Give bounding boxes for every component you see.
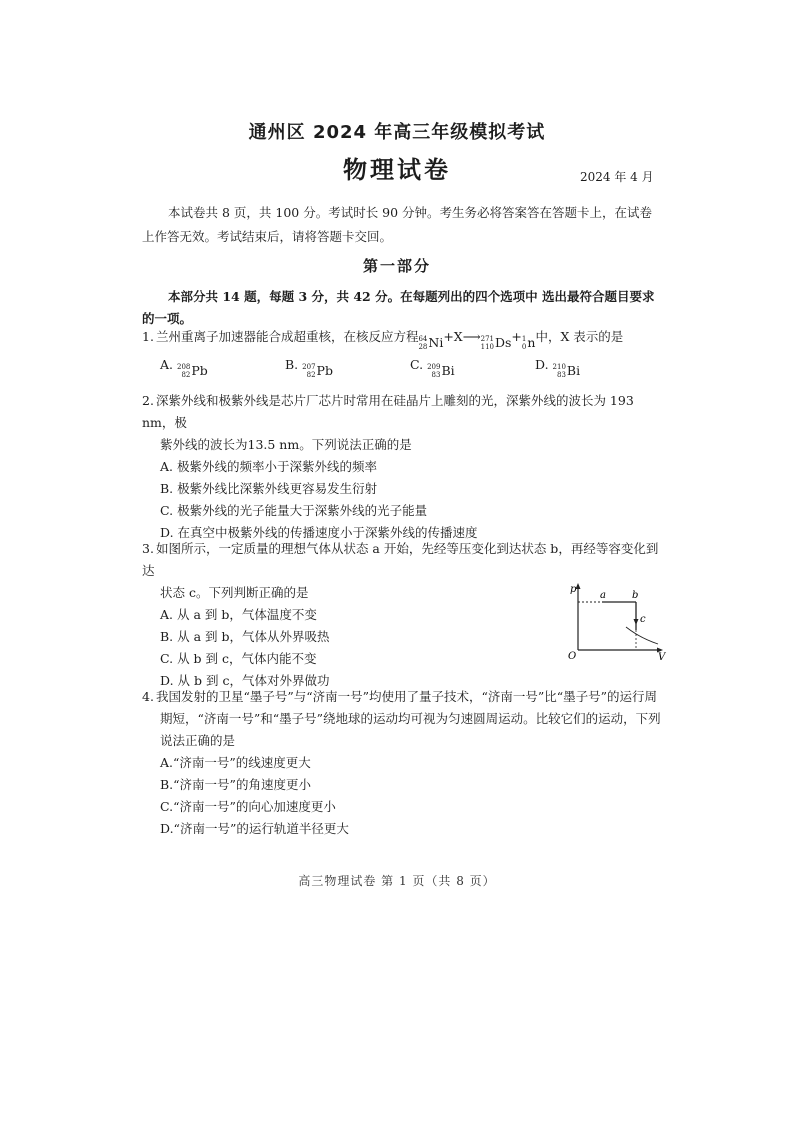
plus-sign: + xyxy=(511,329,522,344)
option-c[interactable]: C.“济南一号”的向心加速度更小 xyxy=(160,799,336,814)
option-b[interactable]: B. 从 a 到 b，气体从外界吸热 xyxy=(160,629,330,644)
stem-text: 中，X 表示的是 xyxy=(535,329,624,344)
question-4-stem-cont: 说法正确的是 xyxy=(160,733,236,748)
exam-title: 通州区 2024 年高三年级模拟考试 xyxy=(248,122,546,143)
element-symbol: Pb xyxy=(191,363,208,378)
atomic-number: 110 xyxy=(480,343,494,351)
atomic-number: 82 xyxy=(181,371,191,379)
question-4-stem xyxy=(142,686,670,708)
mass-number: 64 xyxy=(418,335,428,343)
option-b[interactable]: B. 极紫外线比深紫外线更容易发生衍射 xyxy=(160,481,378,496)
nuclide-n xyxy=(522,332,536,354)
nuclide xyxy=(302,360,333,382)
nuclide xyxy=(553,360,581,382)
nuclide xyxy=(427,360,455,382)
part-instructions: 本部分共 14 题，每题 3 分，共 42 分。在每题列出的四个选项中 选出最符合题目要求的一项。 xyxy=(142,289,655,326)
pv-diagram xyxy=(560,580,670,660)
question-1-stem xyxy=(142,326,670,354)
question-4-stem-cont: 期短，“济南一号”和“墨子号”绕地球的运动均可视为匀速圆周运动。比较它们的运动，下列 xyxy=(160,711,661,726)
question-3-stem xyxy=(142,538,670,582)
stem-text: 兰州重离子加速器能合成超重核，在核反应方程 xyxy=(155,329,419,344)
process-arrow xyxy=(634,619,639,625)
atomic-number: 83 xyxy=(431,371,441,379)
option-a[interactable]: A.“济南一号”的线速度更大 xyxy=(160,755,311,770)
option-b[interactable]: B.“济南一号”的角速度更小 xyxy=(160,777,311,792)
reaction-arrow: ⟶ xyxy=(462,329,481,344)
question-number: 1. xyxy=(142,329,154,344)
option-label: C. xyxy=(410,357,424,372)
page-footer: 高三物理试卷 第 1 页（共 8 页） xyxy=(298,874,496,888)
atomic-number: 83 xyxy=(557,371,566,379)
nuclide-ni xyxy=(418,332,443,354)
element-symbol: n xyxy=(527,335,536,350)
part-title: 第一部分 xyxy=(362,257,431,275)
option-a[interactable]: A. 从 a 到 b，气体温度不变 xyxy=(160,607,317,622)
question-2-stem xyxy=(142,390,670,434)
atomic-number: 82 xyxy=(306,371,316,379)
atomic-number: 28 xyxy=(418,343,428,351)
question-1 xyxy=(142,326,670,382)
p-axis-label: p xyxy=(570,584,577,595)
isotherm-curve xyxy=(626,627,658,644)
nuclide-ds xyxy=(481,332,512,354)
option-label: A. xyxy=(160,357,174,372)
option-d[interactable]: D. 从 b 到 c，气体对外界做功 xyxy=(160,673,330,688)
option-c[interactable]: C. 极紫外线的光子能量大于深紫外线的光子能量 xyxy=(160,503,428,518)
point-c-label: c xyxy=(640,614,646,625)
option-c[interactable] xyxy=(410,354,535,382)
question-4 xyxy=(142,686,670,840)
exam-intro: 本试卷共 8 页，共 100 分。考试时长 90 分钟。考生务必将答案答在答题卡上，在试卷上作答无效。考试结束后，请将答题卡交回。 xyxy=(142,205,653,244)
mass-number: 207 xyxy=(302,363,316,371)
option-c[interactable]: C. 从 b 到 c，气体内能不变 xyxy=(160,651,317,666)
option-label: B. xyxy=(285,357,299,372)
stem-text: 深紫外线和极紫外线是芯片厂芯片时常用在硅晶片上雕刻的光，深紫外线的波长为 193 nm，极 xyxy=(142,393,634,430)
option-a[interactable] xyxy=(160,354,285,382)
point-a-label: a xyxy=(600,590,606,601)
nuclide xyxy=(177,360,208,382)
option-b[interactable] xyxy=(285,354,410,382)
question-number: 3. xyxy=(142,541,154,556)
atomic-number: 0 xyxy=(521,343,527,351)
element-symbol: Bi xyxy=(441,363,455,378)
mass-number: 1 xyxy=(521,335,527,343)
v-axis-label: V xyxy=(658,652,666,660)
option-d[interactable]: D. 在真空中极紫外线的传播速度小于深紫外线的传播速度 xyxy=(160,525,478,540)
question-3-stem-cont: 状态 c。下列判断正确的是 xyxy=(160,585,309,600)
element-symbol: Ds xyxy=(494,335,512,350)
origin-label: O xyxy=(568,651,577,660)
element-symbol: Pb xyxy=(316,363,333,378)
question-number: 2. xyxy=(142,393,154,408)
element-symbol: Ni xyxy=(428,335,444,350)
question-2 xyxy=(142,390,670,544)
option-a[interactable]: A. 极紫外线的频率小于深紫外线的频率 xyxy=(160,459,377,474)
question-number: 4. xyxy=(142,689,154,704)
subject-title: 物理试卷 xyxy=(343,156,451,184)
option-d[interactable]: D.“济南一号”的运行轨道半径更大 xyxy=(160,821,349,836)
stem-text: 我国发射的卫星“墨子号”与“济南一号”均使用了量子技术，“济南一号”比“墨子号”的运行周 xyxy=(155,689,658,704)
point-b-label: b xyxy=(632,590,639,601)
question-2-stem-cont: 紫外线的波长为13.5 nm。下列说法正确的是 xyxy=(160,437,412,452)
mass-number: 208 xyxy=(177,363,191,371)
exam-date: 2024 年 4 月 xyxy=(580,170,654,184)
mass-number: 209 xyxy=(427,363,441,371)
mass-number: 210 xyxy=(552,363,566,371)
question-1-options xyxy=(142,354,670,382)
stem-text: 如图所示，一定质量的理想气体从状态 a 开始，先经等压变化到达状态 b，再经等容变化到达 xyxy=(142,541,659,578)
option-d[interactable] xyxy=(535,354,660,382)
element-symbol: Bi xyxy=(566,363,581,378)
mass-number: 271 xyxy=(480,335,494,343)
option-label: D. xyxy=(535,357,549,372)
plus-x: +X xyxy=(443,329,463,344)
